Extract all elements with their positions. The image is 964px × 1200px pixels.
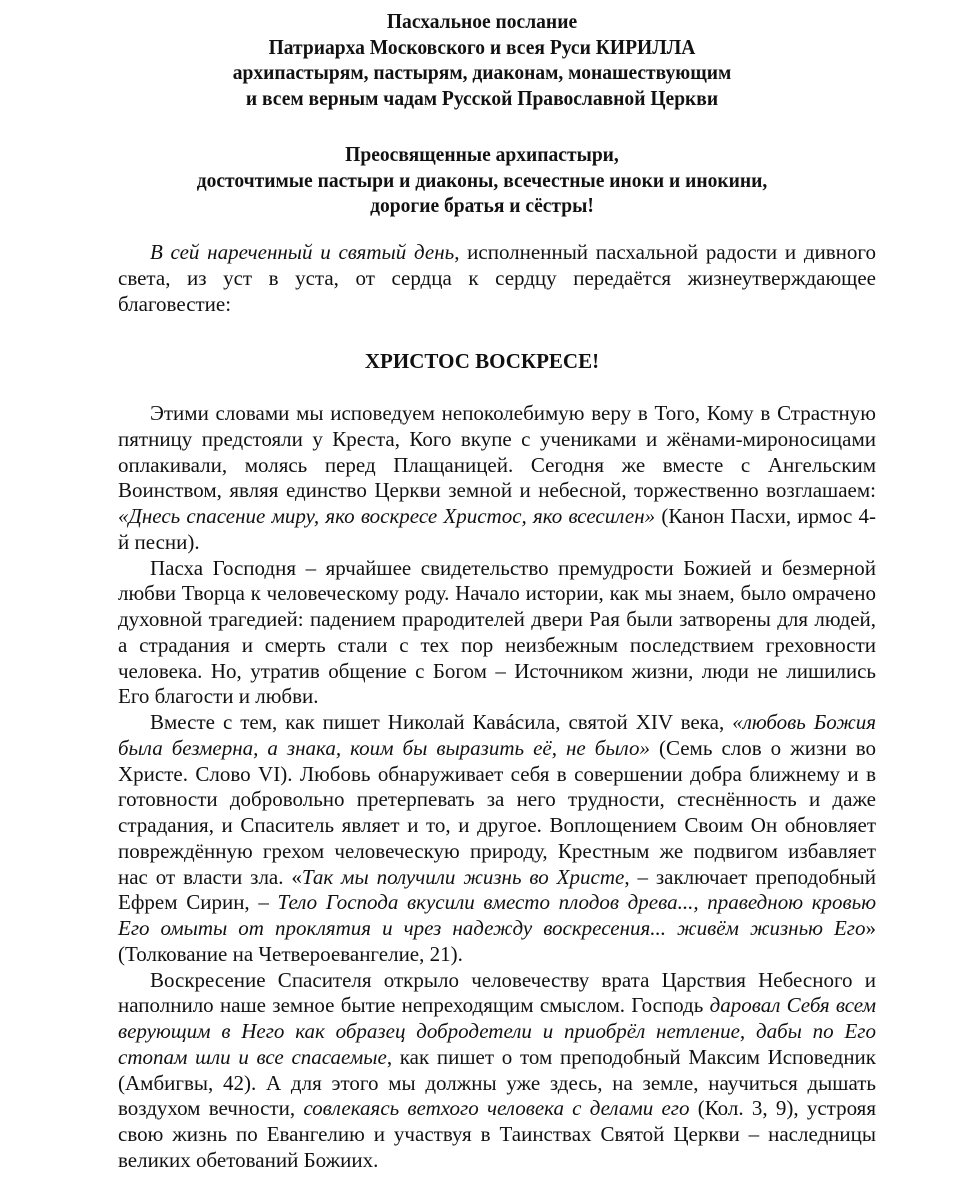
quote-italic: «любовь Божия была безмерна, а знака, коим бы выразить её, не было» — [118, 710, 876, 760]
salutation-block — [0, 142, 964, 219]
paragraph-text: Пасха Господня – ярчайшее свидетельство премудрости Божией и безмерной любви Творца к человеческому роду. Начало истории, как мы знаем, было омрачено духовной трагедией: падением прародителей двери Рая были затворены для людей, а страдания и смерть стали с тех пор неизбежным последствием греховности человека. Но, утратив общение с Богом – Источником жизни, люди не лишились Его благости и любви. — [118, 555, 876, 709]
paragraph-1 — [118, 401, 876, 556]
proclamation-heading: ХРИСТОС ВОСКРЕСЕ! — [364, 349, 600, 373]
paragraph-4 — [118, 968, 876, 1174]
salutation-line: Преосвященные архипастыри, — [345, 142, 619, 166]
paragraph-text: Этими словами мы исповедуем непоколебимую веру в Того, Кому в Страстную пятницу предстояли у Креста, Кого вкупе с учениками и жёнами-мироносицами оплакивали, молясь перед Плащаницей. Сегодня же вместе с Ангельским Воинством, являя единство Церкви земной и небесной, торжественно возглашаем: — [118, 401, 876, 503]
paragraph-text: , – заключает преподобный Ефрем Сирин, – — [118, 864, 876, 915]
title-line: Пасхальное послание — [386, 9, 578, 33]
intro-section — [118, 240, 876, 317]
title-line: архипастырям, пастырям, диаконам, монашествующим — [232, 60, 732, 84]
paragraph-text: , как пишет о том преподобный Максим Исповедник (Амбигвы, 42). А для этого мы должны уже здесь, на земле, научиться дышать воздухом вечности, — [118, 1044, 876, 1121]
paragraph-text: (Семь слов о жизни во Христе. Слово VI). Любовь обнаруживает себя в совершении добра ближнему и в готовности добровольно претерпевать за него трудности, стеснённость и даже страдания, и Спаситель являет и то, и другое. Воплощением Своим Он обновляет повреждённую грехом человеческую природу, Крестным же подвигом избавляет нас от власти зла. « — [118, 735, 876, 889]
title-line: Патриарха Московского и всея Руси КИРИЛЛА — [268, 34, 696, 59]
quote-italic: «Днесь спасение миру, яко воскресе Христос, яко всесилен» — [118, 504, 656, 528]
paragraph-text: Вместе с тем, как пишет Николай Кавáсила, святой XIV века, — [150, 710, 733, 734]
paragraph-2 — [118, 556, 876, 711]
intro-italic: В сей нареченный и святый день — [150, 240, 455, 264]
intro-text: , исполненный пасхальной радости и дивного света, из уст в уста, от сердца к сердцу передаётся жизнеутверждающее благовестие: — [118, 240, 876, 316]
document-title-block — [0, 9, 964, 111]
paragraph-text: (Кол. 3, 9), устрояя свою жизнь по Евангелию и участвуя в Таинствах Святой Церкви – наследницы великих обетований Божиих. — [118, 1096, 876, 1172]
intro-paragraph — [118, 240, 876, 317]
quote-italic: даровал Себя всем верующим в Него как образец добродетели и приобрёл нетление, дабы по Его стопам шли и все спасаемые — [118, 993, 876, 1069]
paragraph-text: » (Толкование на Четвероевангелие, 21). — [118, 916, 876, 966]
paragraph-text: (Канон Пасхи, ирмос 4-й песни). — [118, 504, 876, 554]
paragraph-3 — [118, 710, 876, 968]
title-line: и всем верным чадам Русской Православной Церкви — [245, 85, 719, 110]
quote-italic: совлекаясь ветхого человека с делами его — [303, 1096, 690, 1121]
paragraph-text: Воскресение Спасителя открыло человечеству врата Царствия Небесного и наполнило наше земное бытие непреходящим смыслом. Господь — [118, 967, 876, 1018]
quote-italic: Так мы получили жизнь во Христе — [301, 864, 625, 889]
salutation-line: дорогие братья и сёстры! — [370, 193, 594, 217]
salutation-line: досточтимые пастыри и диаконы, всечестные иноки и инокини, — [196, 167, 768, 192]
main-body — [118, 401, 876, 1174]
quote-italic: Тело Господа вкусили вместо плодов древа..., праведною кровью Его омыты от проклятия и чрез надежду воскресения... живём жизнью Его — [118, 890, 876, 940]
